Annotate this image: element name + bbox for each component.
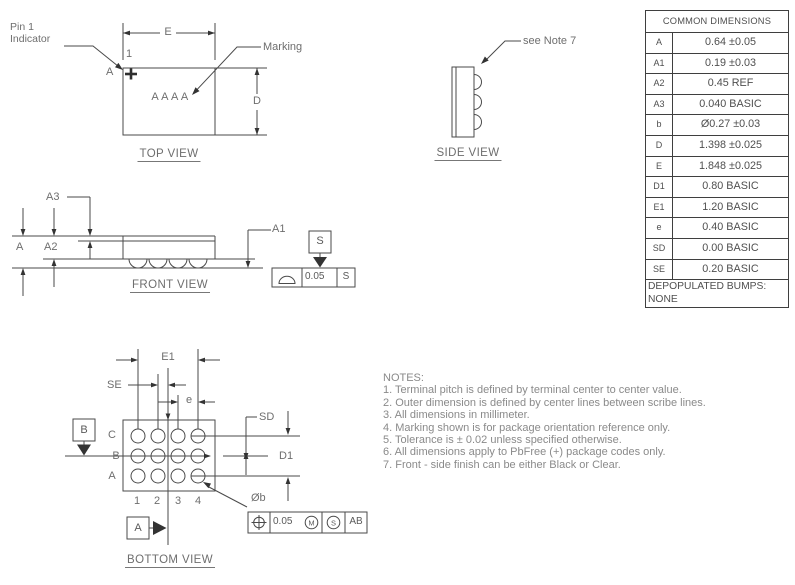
dim-d-label: D: [253, 95, 261, 107]
note-item: 7. Front - side finish can be either Black or Clear.: [383, 458, 621, 471]
dim-symbol: D1: [646, 177, 673, 197]
pin1-number-label: 1: [125, 48, 133, 60]
datum-s-letter: S: [316, 235, 324, 247]
notes-title: NOTES:: [383, 372, 424, 384]
marking-text: AAAA: [151, 91, 191, 103]
table-row: [646, 136, 788, 157]
common-dimensions-table: [645, 10, 789, 308]
col-label-2: 2: [153, 495, 161, 507]
row-label-b: B: [112, 450, 120, 462]
package-body-side: [452, 67, 474, 137]
depopulated-bumps-note: [646, 280, 788, 307]
table-row: [646, 218, 788, 239]
position-tolerance-symbol: [252, 515, 267, 530]
dim-bump-diameter-label: Øb: [251, 492, 266, 504]
dim-symbol: SE: [646, 260, 673, 280]
marking-label: Marking: [263, 41, 303, 53]
dim-symbol: b: [646, 115, 673, 135]
dim-value: 1.20 BASIC: [702, 200, 759, 213]
fcf-seating-tolerance: 0.05: [305, 271, 325, 282]
dim-se-label: SE: [107, 379, 122, 391]
col-label-3: 3: [174, 495, 182, 507]
depopulated-bumps-value: NONE: [648, 293, 678, 305]
dim-symbol: e: [646, 218, 673, 238]
datum-triangle: [153, 521, 167, 535]
top-view-drawing: [64, 23, 267, 135]
dim-value: 0.20 BASIC: [702, 262, 759, 275]
table-row: [646, 95, 788, 116]
table-row: [646, 198, 788, 219]
note-item: 1. Terminal pitch is defined by terminal center to center value.: [383, 384, 682, 397]
datum-a-letter: A: [134, 522, 142, 534]
side-bump: [474, 115, 482, 130]
note-item: 3. All dimensions in millimeter.: [383, 409, 530, 422]
dim-symbol: SD: [646, 239, 673, 259]
front-bump: [169, 259, 187, 268]
front-view-title: FRONT VIEW: [132, 279, 208, 291]
fcf-seating-datum: S: [342, 271, 350, 282]
table-row: [646, 33, 788, 54]
dim-value: 0.80 BASIC: [702, 180, 759, 193]
dim-value: Ø0.27 ±0.03: [700, 118, 761, 131]
bump-diameter-leader: [207, 486, 247, 507]
front-bump: [149, 259, 167, 268]
front-bump: [189, 259, 207, 268]
note7-reference: see Note 7: [523, 35, 577, 47]
table-row: [646, 115, 788, 136]
table-row: [646, 54, 788, 75]
top-view-title: TOP VIEW: [139, 148, 199, 160]
dim-a2-label: A2: [44, 241, 58, 253]
datum-triangle: [77, 445, 91, 456]
fcf-position-tolerance: 0.05: [273, 516, 293, 527]
dim-value: 0.00 BASIC: [702, 241, 759, 254]
marking-leader-line: [194, 47, 261, 93]
row-label-c: C: [108, 429, 116, 441]
dim-value: 1.848 ±0.025: [699, 159, 762, 172]
row-label-a: A: [108, 470, 116, 482]
dim-symbol: A: [646, 33, 673, 53]
dim-e1-label: E1: [161, 351, 175, 363]
dim-value: 1.398 ±0.025: [699, 138, 762, 151]
dim-symbol: A2: [646, 74, 673, 94]
col-label-4: 4: [194, 495, 202, 507]
dim-value: 0.19 ±0.03: [705, 56, 756, 69]
dim-value: 0.45 REF: [707, 77, 754, 90]
dim-value: 0.40 BASIC: [702, 221, 759, 234]
datum-a-flag: [127, 517, 167, 539]
table-row: [646, 239, 788, 260]
dim-symbol: D: [646, 136, 673, 156]
table-title: COMMON DIMENSIONS: [646, 11, 788, 33]
dim-symbol: E: [646, 157, 673, 177]
front-bump: [129, 259, 147, 268]
table-row: [646, 157, 788, 178]
datum-triangle: [313, 257, 327, 268]
fcf-datum-modifier: S: [330, 518, 337, 528]
pin1-row-label: A: [106, 66, 114, 78]
fcf-position-datums: AB: [349, 516, 363, 527]
note-item: 6. All dimensions apply to PbFree (+) package codes only.: [383, 446, 666, 459]
table-row: [646, 177, 788, 198]
dim-e-pitch-label: e: [185, 394, 193, 406]
datum-b-letter: B: [80, 424, 88, 436]
dim-symbol: E1: [646, 198, 673, 218]
note-item: 4. Marking shown is for package orientation reference only.: [383, 421, 671, 434]
side-bump: [474, 95, 482, 110]
side-view-drawing: [452, 41, 521, 137]
note7-leader-line: [484, 41, 522, 63]
fcf-material-modifier: M: [308, 518, 315, 528]
table-row: [646, 260, 788, 281]
dim-value: 0.64 ±0.05: [705, 36, 756, 48]
pin1-label-line1: Pin 1: [10, 21, 34, 33]
dim-symbol: A1: [646, 54, 673, 74]
bottom-view-title: BOTTOM VIEW: [127, 554, 213, 566]
dim-sd-label: SD: [259, 411, 275, 423]
note-item: 5. Tolerance is ± 0.02 unless specified otherwise.: [383, 434, 622, 447]
side-bump: [474, 75, 482, 90]
note-item: 2. Outer dimension is defined by center lines between scribe lines.: [383, 396, 706, 409]
dim-a-label: A: [16, 241, 24, 253]
dim-d1-label: D1: [279, 450, 294, 462]
side-view-title: SIDE VIEW: [436, 147, 500, 159]
col-label-1: 1: [133, 495, 141, 507]
pin1-label-line2: Indicator: [10, 33, 51, 45]
dim-a1-label: A1: [272, 223, 286, 235]
pin1-indicator-cross: [125, 69, 137, 80]
seating-plane-symbol: [279, 276, 295, 283]
notes-section: [383, 372, 706, 471]
dim-symbol: A3: [646, 95, 673, 115]
depopulated-bumps-label: DEPOPULATED BUMPS:: [648, 281, 767, 293]
pin1-indicator-label: [10, 21, 50, 45]
dim-value: 0.040 BASIC: [699, 97, 762, 110]
dim-e-label: E: [164, 26, 172, 38]
table-row: [646, 74, 788, 95]
dim-a3-label: A3: [46, 191, 60, 203]
